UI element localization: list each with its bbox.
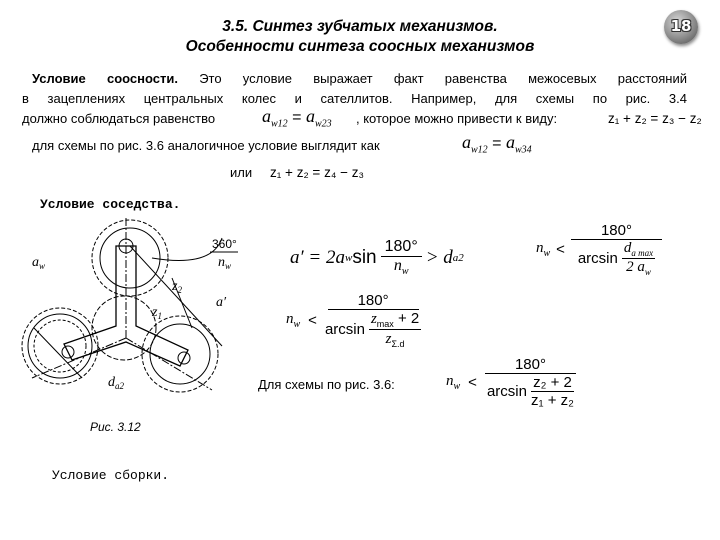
f2-fraction — [571, 222, 662, 277]
formula-nw-z2 — [446, 356, 576, 409]
formula-aprime-condition — [290, 238, 464, 277]
f2-inner-den: 2 a — [626, 259, 645, 275]
page-number-badge — [664, 10, 698, 44]
f4-inner-num: z₂ + 2 — [533, 374, 572, 391]
f4-fn: arcsin — [486, 383, 527, 400]
formula-nw-dmax — [536, 222, 662, 277]
fig-label-nw: $n_w$ — [218, 255, 232, 271]
f3-num: 180° — [328, 292, 419, 310]
coaxial-line1 — [32, 71, 687, 86]
f1-lhs: a′ = 2a — [290, 246, 345, 268]
equation-aw12-aw23 — [262, 106, 332, 130]
fig-label-z2: $z_2$ — [172, 279, 182, 295]
equation-z-sum-2: z₁ + z₂ = z₄ − z₃ — [270, 165, 364, 180]
f3-fraction — [325, 292, 421, 349]
f4-fraction — [485, 356, 576, 409]
f2-lhs-sub: w — [543, 248, 551, 259]
f3-lhs-sub: w — [293, 319, 301, 330]
planet-left-inner — [34, 320, 86, 372]
f2-inner-fraction — [622, 240, 655, 277]
planet-top-solid — [100, 228, 160, 288]
dimension-aprime — [130, 246, 222, 346]
formula-nw-zmax — [286, 292, 421, 349]
planet-outline-left — [22, 308, 98, 384]
coaxial-line3-start: должно соблюдаться равенство — [22, 111, 216, 126]
figure-caption: Рис. 3.12 — [90, 420, 141, 434]
f1-den-sub: w — [401, 266, 409, 278]
eq3-a2: a — [506, 132, 516, 152]
coaxial-line3-mid: , которое можно привести к виду: — [356, 111, 558, 126]
page-number: 18 — [670, 17, 692, 35]
f2-fn: arcsin — [577, 250, 618, 267]
f2-inner-num: d — [623, 240, 632, 256]
planetary-figure — [12, 218, 252, 408]
eq1-a2-sub: w23 — [315, 118, 332, 130]
fig-label-z1: $z_1$ — [152, 305, 162, 321]
f1-rel: > d — [425, 246, 453, 268]
coaxial-line1-text: Это условие выражает факт равенства межосевых расстояний — [177, 71, 687, 86]
page-title-line1: 3.5. Синтез зубчатых механизмов. — [222, 18, 498, 35]
f3-fn: arcsin — [324, 321, 365, 338]
fig-label-da2: $d_{a2}$ — [108, 375, 124, 391]
f4-lhs: n — [446, 373, 454, 389]
f4-num: 180° — [485, 356, 576, 374]
fig-label-360: 360° — [212, 237, 237, 251]
f3-inner-den: z — [385, 331, 392, 347]
f2-rel: < — [556, 241, 565, 258]
coaxial-line2: в зацеплениях центральных колес и сателлитов. Например, для схемы по рис. 3.4 — [22, 91, 687, 106]
f2-inner-num-sub: a max — [631, 248, 654, 258]
coaxial-heading: Условие соосности. — [32, 71, 178, 86]
f3-lhs: n — [286, 311, 294, 327]
planet-outline-top — [92, 220, 168, 296]
eq3-a1-sub: w12 — [471, 144, 488, 156]
eq1-a1-sub: w12 — [271, 118, 288, 130]
f3-inner-num: z — [370, 311, 377, 327]
f1-lhs-sub: w — [344, 251, 353, 264]
eq3-a2-sub: w34 — [515, 144, 532, 156]
f4-inner-den: z₁ + z₂ — [530, 392, 574, 409]
f4-lhs-sub: w — [453, 381, 461, 392]
f3-inner-num-sub: max — [376, 319, 394, 329]
neighborhood-heading: Условие соседства. — [40, 197, 181, 212]
eq1-a2: a — [306, 106, 316, 126]
eq1-a1: a — [262, 106, 271, 126]
f3-rel: < — [308, 312, 317, 329]
coaxial-line4: для схемы по рис. 3.6 аналогичное условие выглядит как — [32, 138, 380, 153]
f1-fraction — [381, 238, 422, 277]
eq3-a1: a — [462, 132, 471, 152]
scheme-label: Для схемы по рис. 3.6: — [258, 377, 395, 392]
f1-den: n — [393, 257, 402, 274]
f1-rhs-sub: a2 — [452, 251, 464, 264]
f2-inner-den-sub: w — [644, 267, 651, 277]
eq3-equals: = — [492, 135, 502, 152]
f3-inner-num-tail: + 2 — [393, 310, 420, 327]
f2-lhs: n — [536, 240, 544, 256]
equation-aw12-aw34 — [462, 132, 532, 156]
eq1-equals: = — [292, 109, 302, 126]
f3-inner-den-sub: Σ.d — [391, 339, 405, 349]
f2-num: 180° — [571, 222, 662, 240]
planet-left-solid — [28, 314, 92, 378]
dimension-da2 — [34, 328, 82, 378]
fig-label-aprime: a′ — [216, 295, 227, 310]
f4-inner-fraction — [531, 374, 574, 409]
assembly-heading: Условие сборки. — [52, 468, 170, 483]
coaxial-or: или — [230, 165, 253, 180]
f1-fn: sin — [352, 246, 377, 268]
page-title-line2: Особенности синтеза соосных механизмов — [185, 38, 535, 55]
f3-inner-fraction — [369, 310, 421, 349]
f1-num: 180° — [381, 238, 422, 257]
fig-label-aw: $a_w$ — [32, 255, 46, 271]
equation-z-sum-1: z₁ + z₂ = z₃ − z₂ — [608, 111, 702, 126]
f4-rel: < — [468, 374, 477, 391]
